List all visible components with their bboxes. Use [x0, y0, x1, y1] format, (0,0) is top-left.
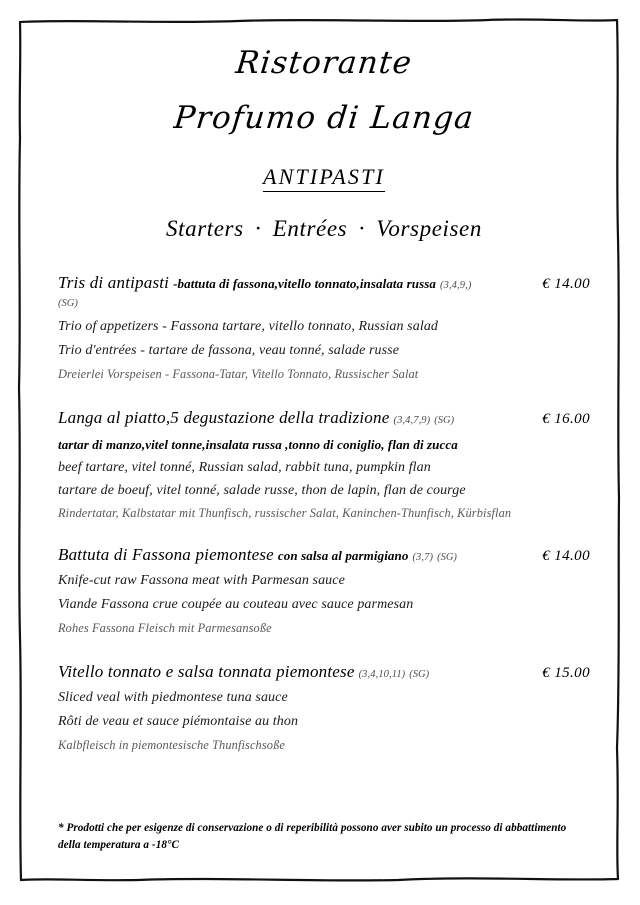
- menu-item-translation-en: beef tartare, vitel tonné, Russian salad, rabbit tuna, pumpkin flan: [58, 460, 431, 475]
- menu-footnote: * Prodotti che per esigenze di conservazione o di reperibilità possono aver subito un processo di abbattimento della temperatura a -18°C: [58, 822, 567, 851]
- menu-item-header: [58, 662, 590, 682]
- restaurant-name-line1: Ristorante: [233, 45, 415, 81]
- menu-item-name: Vitello tonnato e salsa tonnata piemontese: [58, 662, 355, 681]
- menu-item-translation-de: Rindertatar, Kalbstatar mit Thunfisch, russischer Salat, Kaninchen-Thunfisch, Kürbisflan: [58, 506, 512, 520]
- menu-item-name: Tris di antipasti: [58, 273, 170, 292]
- menu-item-name: Battuta di Fassona piemontese: [58, 545, 274, 564]
- menu-item-translation-fr: Trio d'entrées - tartare de fassona, veau tonné, salade russe: [58, 343, 400, 358]
- menu-item-translation-en: Trio of appetizers - Fassona tartare, vitello tonnato, Russian salad: [58, 319, 439, 334]
- menu-item-translation-de: Dreierlei Vorspeisen - Fassona-Tatar, Vitello Tonnato, Russischer Salat: [58, 367, 419, 381]
- menu-item-translation-de: Kalbfleisch in piemontesische Thunfischsoße: [58, 738, 285, 752]
- menu-item-translation-de: Rohes Fassona Fleisch mit Parmesansoße: [58, 621, 272, 635]
- menu-item: [58, 273, 590, 382]
- section-title: [58, 164, 590, 190]
- menu-item-sg-mark: (SG): [409, 669, 430, 680]
- menu-item-header-left: [58, 408, 492, 428]
- menu-item-price: € 16.00: [542, 411, 590, 427]
- subtitle-separator-1: ·: [255, 216, 262, 241]
- subtitle-separator-2: ·: [358, 216, 365, 241]
- menu-item-list: [58, 273, 590, 753]
- menu-item-header: [58, 273, 590, 311]
- menu-item-header: [58, 408, 590, 428]
- section-title-text: ANTIPASTI: [263, 164, 385, 192]
- menu-item-sg-mark: (SG): [434, 415, 455, 426]
- menu-item-translation-fr: tartare de boeuf, vitel tonné, salade russe, thon de lapin, flan de courge: [58, 483, 466, 498]
- menu-item-allergens: (3,4,10,11): [358, 669, 406, 680]
- restaurant-name-line2: Profumo di Langa: [172, 100, 476, 136]
- subtitle-en: Starters: [166, 216, 244, 241]
- menu-item-allergens: (3,7): [412, 552, 434, 563]
- subtitle-fr: Entrées: [272, 216, 348, 241]
- menu-item-sg-mark: (SG): [437, 552, 457, 563]
- section-subtitle: [58, 216, 590, 242]
- menu-item-price: € 15.00: [542, 665, 590, 681]
- menu-item-price: € 14.00: [542, 548, 590, 564]
- menu-item-inline-description: -battuta di fassona,vitello tonnato,insalata russa: [173, 276, 436, 291]
- menu-item-header: [58, 545, 590, 565]
- menu-item-header-left: [58, 545, 492, 565]
- menu-item-header-left: [58, 273, 492, 311]
- menu-item-allergens: (3,4,9,): [440, 280, 472, 291]
- menu-item-translation-fr: Viande Fassona crue coupée au couteau avec sauce parmesan: [58, 597, 414, 612]
- menu-item-sg-mark: (SG): [58, 298, 78, 309]
- menu-item: [58, 545, 590, 636]
- menu-item-price: € 14.00: [542, 276, 590, 292]
- menu-item-inline-description: con salsa al parmigiano: [277, 548, 409, 563]
- menu-item-translation-en: Knife-cut raw Fassona meat with Parmesan sauce: [58, 573, 345, 588]
- menu-item-allergens: (3,4,7,9): [393, 415, 431, 426]
- menu-item: [58, 408, 590, 521]
- menu-item-header-left: [58, 662, 492, 682]
- menu-item-italian-description: tartar di manzo,vitel tonne,insalata russa ,tonno di coniglio, flan di zucca: [58, 437, 458, 452]
- menu-item-translation-fr: Rôti de veau et sauce piémontaise au thon: [58, 714, 299, 729]
- menu-item: [58, 662, 590, 753]
- subtitle-de: Vorspeisen: [376, 216, 482, 241]
- menu-item-name: Langa al piatto,5 degustazione della tradizione: [58, 408, 390, 427]
- menu-item-translation-en: Sliced veal with piedmontese tuna sauce: [58, 690, 288, 705]
